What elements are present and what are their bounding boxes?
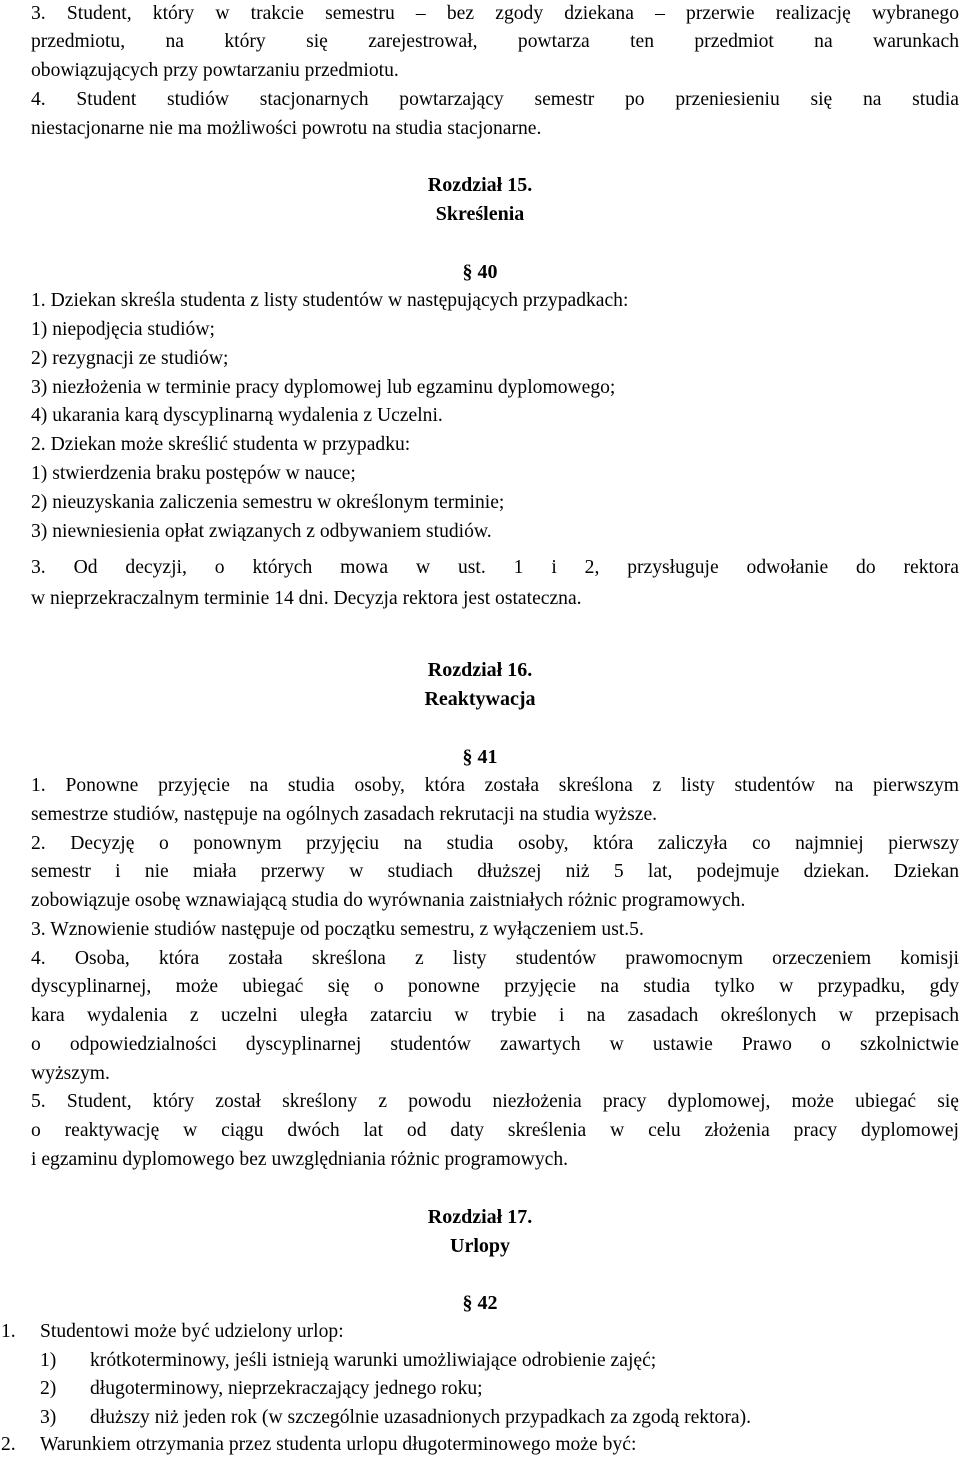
list-number: 1. [1,1321,16,1342]
list-item: 4) ukarania karą dyscyplinarną wydalenia z Uczelni. [31,405,443,426]
list-number: 1) [40,1350,57,1371]
paragraph-line: 1. Dziekan skreśla studenta z listy studentów w następujących przypadkach: [31,290,629,311]
chapter-title: Reaktywacja [424,688,536,710]
list-item: długoterminowy, nieprzekraczający jednego roku; [90,1378,483,1399]
chapter-title: Skreślenia [435,203,525,225]
list-item: dłuższy niż jeden rok (w szczególnie uzasadnionych przypadkach za zgodą rektora). [90,1407,751,1428]
paragraph-line: dyscyplinarnej, może ubiegać się o ponowne przyjęcie na studia tylko w przypadku, gdy [31,976,959,997]
list-number: 3) [40,1407,57,1428]
list-number: 2. [1,1434,16,1455]
paragraph-line: przedmiotu, na który się zarejestrował, powtarza ten przedmiot na warunkach [31,31,959,52]
paragraph-number: § 41 [462,746,498,768]
paragraph-line: obowiązujących przy powtarzaniu przedmiotu. [31,60,399,81]
paragraph-line: 3. Student, który w trakcie semestru – bez zgody dziekana – przerwie realizację wybranego [31,3,959,24]
paragraph-line: Studentowi może być udzielony urlop: [40,1321,344,1342]
paragraph-line: 2. Decyzję o ponownym przyjęciu na studia osoby, która zaliczyła co najmniej pierwszy [31,833,959,854]
list-item: 3) niewniesienia opłat związanych z odbywaniem studiów. [31,521,492,542]
paragraph-line: 3. Od decyzji, o których mowa w ust. 1 i 2, przysługuje odwołanie do rektora [31,557,959,578]
paragraph-line: o odpowiedzialności dyscyplinarnej studentów zawartych w ustawie Prawo o szkolnictwie [31,1034,959,1055]
list-item: 3) niezłożenia w terminie pracy dyplomowej lub egzaminu dyplomowego; [31,377,616,398]
paragraph-line: 4. Osoba, która została skreślona z listy studentów prawomocnym orzeczeniem komisji [31,948,959,969]
list-item: 1) niepodjęcia studiów; [31,319,215,340]
chapter-heading: Rozdział 16. [427,659,533,681]
paragraph-line: 2. Dziekan może skreślić studenta w przypadku: [31,434,411,455]
list-item: 2) rezygnacji ze studiów; [31,348,229,369]
paragraph-line: wyższym. [31,1063,110,1084]
paragraph-line: o reaktywację w ciągu dwóch lat od daty skreślenia w celu złożenia pracy dyplomowej [31,1120,959,1141]
list-item: 2) nieuzyskania zaliczenia semestru w określonym terminie; [31,492,505,513]
paragraph-line: zobowiązuje osobę wznawiającą studia do wyrównania zaistniałych różnic programowych. [31,890,746,911]
paragraph-number: § 42 [462,1292,498,1314]
paragraph-line: semestr i nie miała przerwy w studiach dłuższej niż 5 lat, podejmuje dziekan. Dziekan [31,861,959,882]
chapter-heading: Rozdział 17. [427,1206,533,1228]
paragraph-number: § 40 [462,261,498,283]
paragraph-line: niestacjonarne nie ma możliwości powrotu na studia stacjonarne. [31,118,542,139]
chapter-title: Urlopy [450,1235,510,1257]
chapter-heading: Rozdział 15. [427,174,533,196]
paragraph-line: 4. Student studiów stacjonarnych powtarzający semestr po przeniesieniu się na studia [31,89,959,110]
paragraph-line: kara wydalenia z uczelni uległa zatarciu w trybie i na zasadach określonych w przepisach [31,1005,959,1026]
paragraph-line: w nieprzekraczalnym terminie 14 dni. Decyzja rektora jest ostateczna. [31,588,582,609]
list-number: 2) [40,1378,57,1399]
paragraph-line: Warunkiem otrzymania przez studenta urlopu długoterminowego może być: [40,1434,637,1455]
paragraph-line: 5. Student, który został skreślony z powodu niezłożenia pracy dyplomowej, może ubiegać się [31,1091,959,1112]
paragraph-line: 3. Wznowienie studiów następuje od początku semestru, z wyłączeniem ust.5. [31,919,644,940]
paragraph-line: semestrze studiów, następuje na ogólnych zasadach rekrutacji na studia wyższe. [31,804,658,825]
list-item: krótkoterminowy, jeśli istnieją warunki umożliwiające odrobienie zajęć; [90,1350,657,1371]
paragraph-line: 1. Ponowne przyjęcie na studia osoby, która została skreślona z listy studentów na pierwszym [31,775,959,796]
list-item: 1) stwierdzenia braku postępów w nauce; [31,463,356,484]
paragraph-line: i egzaminu dyplomowego bez uwzględniania różnic programowych. [31,1149,569,1170]
